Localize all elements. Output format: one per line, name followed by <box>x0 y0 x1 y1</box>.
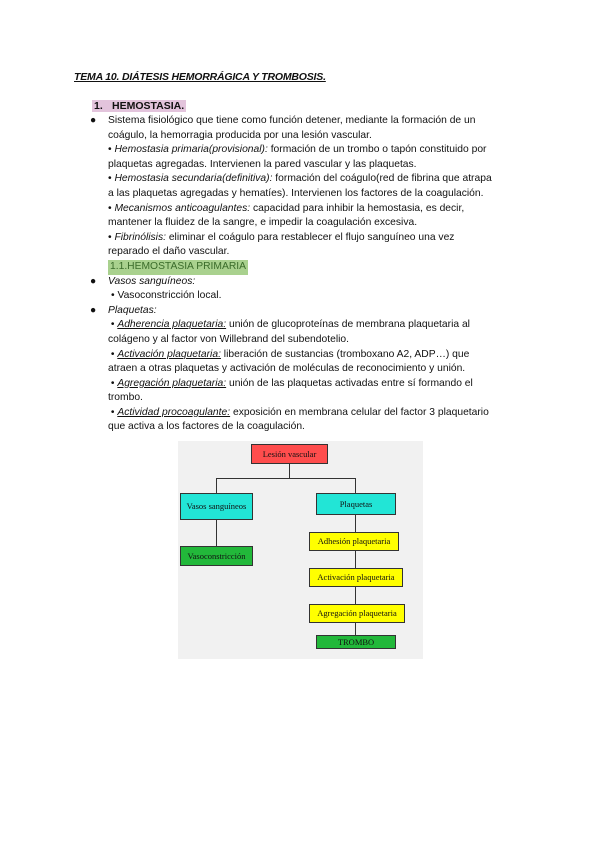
intro-line-1: Sistema fisiológico que tiene como función detener, mediante la formación de un <box>108 115 476 126</box>
connector-horizontal <box>216 478 356 479</box>
bullet-icon: ● <box>90 115 97 126</box>
adherencia-line-2: colágeno y al factor von Willebrand del subendotelio. <box>108 333 349 345</box>
box-vasos-sanguineos: Vasos sanguíneos <box>180 493 253 520</box>
adherencia-line-1: • Adherencia plaquetaria: unión de glucoproteínas de membrana plaquetaria al <box>108 319 470 331</box>
document-body <box>90 114 530 435</box>
connector-lesion-down <box>289 464 290 478</box>
connector-adhesion-down <box>355 551 356 568</box>
activacion-term: Activación plaquetaria: <box>117 348 221 360</box>
connector-left-down <box>216 478 217 493</box>
connector-vasos-down <box>216 520 217 546</box>
secundaria-line-1: • Hemostasia secundaria(definitiva): formación del coágulo(red de fibrina que atrapa <box>108 173 492 185</box>
agregacion-line-2: trombo. <box>108 392 143 404</box>
procoagulante-line-1: • Actividad procoagulante: exposición en membrana celular del factor 3 plaquetario <box>108 406 489 418</box>
activacion-line-1: • Activación plaquetaria: liberación de sustancias (tromboxano A2, ADP…) que <box>108 348 470 360</box>
document-title: TEMA 10. DIÁTESIS HEMORRÁGICA Y TROMBOSIS. <box>74 71 326 83</box>
list-item-vasos <box>90 275 530 304</box>
box-adhesion-plaquetaria: Adhesión plaquetaria <box>309 532 399 551</box>
hemostasis-flow-diagram <box>178 441 423 659</box>
primaria-term: Hemostasia primaria(provisional): <box>114 144 268 156</box>
connector-agregacion-down <box>355 623 356 635</box>
bullet-icon: ● <box>90 275 97 287</box>
connector-activacion-down <box>355 587 356 604</box>
vasos-label: Vasos sanguíneos: <box>108 275 196 287</box>
vasos-item: • Vasoconstricción local. <box>111 290 222 302</box>
connector-plaquetas-down <box>355 515 356 532</box>
secundaria-line-2: a las plaquetas agregadas y hematíes). Intervienen los factores de la coagulación. <box>108 187 484 199</box>
bullet-icon: ● <box>90 304 97 316</box>
activacion-line-2: atraen a otras plaquetas y activación de moléculas de reconocimiento y unión. <box>108 363 466 375</box>
intro-line-2: coágulo, la hemorragia producida por una lesión vascular. <box>108 129 372 141</box>
primaria-line-2: plaquetas agregadas. Intervienen la pared vascular y las plaquetas. <box>108 158 417 170</box>
agregacion-line-1: • Agregación plaquetaria: unión de las plaquetas activadas entre sí formando el <box>108 377 473 389</box>
secundaria-term: Hemostasia secundaria(definitiva): <box>114 173 273 185</box>
anticoagulantes-term: Mecanismos anticoagulantes: <box>114 202 251 214</box>
list-item-intro <box>90 114 530 260</box>
box-agregacion-plaquetaria: Agregación plaquetaria <box>309 604 405 623</box>
box-lesion-vascular: Lesión vascular <box>251 444 328 464</box>
section-heading <box>92 100 186 112</box>
anticoagulantes-line-2: mantener la fluidez de la sangre, e impedir la coagulación excesiva. <box>108 217 418 229</box>
fibrinolisis-line-1: • Fibrinólisis: eliminar el coágulo para restablecer el flujo sanguíneo una vez <box>108 231 455 243</box>
box-vasoconstriccion: Vasoconstricción <box>180 546 253 566</box>
connector-right-down <box>355 478 356 493</box>
box-activacion-plaquetaria: Activación plaquetaria <box>309 568 403 587</box>
fibrinolisis-line-2: reparado el daño vascular. <box>108 246 230 258</box>
primaria-line-1: • Hemostasia primaria(provisional): formación de un trombo o tapón constituido por <box>108 144 487 156</box>
section-label: HEMOSTASIA. <box>112 100 185 112</box>
adherencia-term: Adherencia plaquetaria: <box>117 319 227 331</box>
fibrinolisis-term: Fibrinólisis: <box>114 231 166 243</box>
box-plaquetas: Plaquetas <box>316 493 396 515</box>
agregacion-term: Agregación plaquetaria: <box>117 377 227 389</box>
procoagulante-term: Actividad procoagulante: <box>117 406 231 418</box>
plaquetas-label: Plaquetas: <box>108 304 157 316</box>
procoagulante-line-2: que activa a los factores de la coagulación. <box>108 421 305 433</box>
subsection-heading: 1.1.HEMOSTASIA PRIMARIA <box>90 260 530 275</box>
list-item-plaquetas <box>90 304 530 435</box>
anticoagulantes-line-1: • Mecanismos anticoagulantes: capacidad para inhibir la hemostasia, es decir, <box>108 202 465 214</box>
box-trombo: TROMBO <box>316 635 396 649</box>
section-number: 1. <box>94 100 103 112</box>
